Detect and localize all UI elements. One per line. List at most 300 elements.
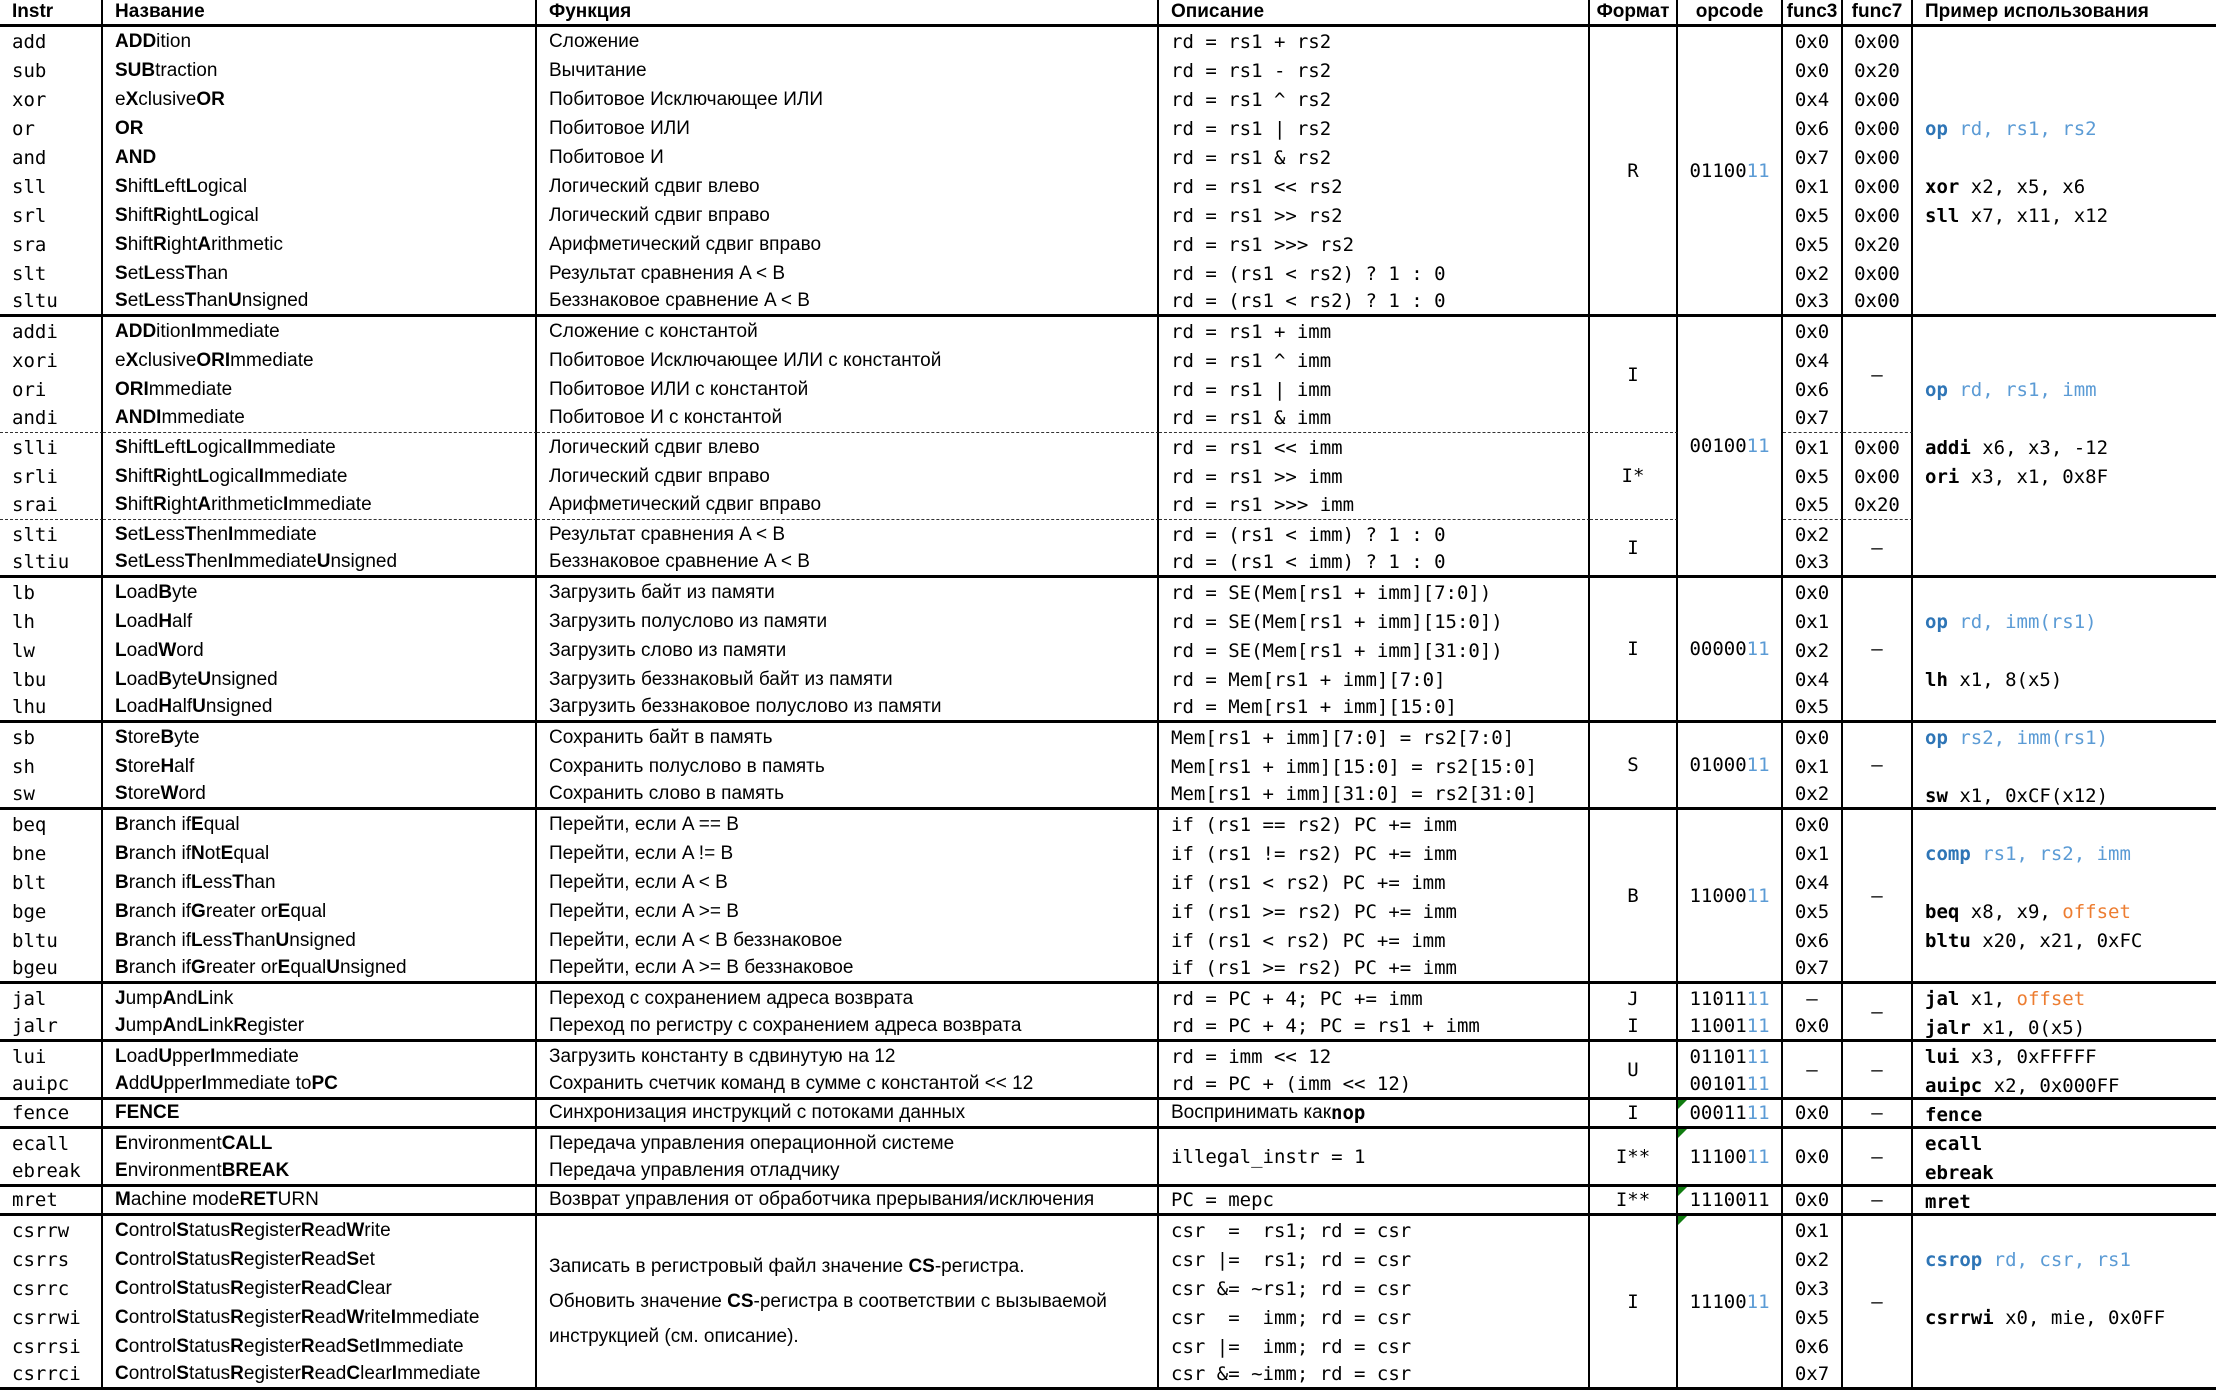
func7-cell: 0x00: [1843, 462, 1913, 491]
name-cell: J ump A nd L ink R egister: [103, 1013, 537, 1042]
name-cell: J ump A nd L ink: [103, 984, 537, 1013]
opcode-cell: 00011 11: [1678, 1100, 1783, 1129]
instr-cell: sll: [0, 172, 103, 201]
name-cell: E nvironment BREAK: [103, 1158, 537, 1187]
example-cell: [1913, 1129, 2216, 1187]
func3-cell: 0x4: [1783, 346, 1843, 375]
name-cell: B ranch if L ess T han U nsigned: [103, 926, 537, 955]
description-cell: if (rs1 == rs2) PC += imm: [1159, 810, 1590, 839]
description-cell: Mem[rs1 + imm][7:0] = rs2[7:0]: [1159, 723, 1590, 752]
func3-cell: 0x0: [1783, 810, 1843, 839]
func3-cell: 0x5: [1783, 491, 1843, 520]
name-cell: E nvironment CALL: [103, 1129, 537, 1158]
function-cell: Побитовое ИЛИ: [537, 114, 1159, 143]
description-cell: rd = Mem[rs1 + imm][7:0]: [1159, 665, 1590, 694]
function-cell: Логический сдвиг вправо: [537, 201, 1159, 230]
excel-corner-flag-icon: [1678, 1216, 1687, 1225]
example-line: jalr x1, 0(x5): [1925, 1016, 2086, 1039]
description-cell: rd = Mem[rs1 + imm][15:0]: [1159, 694, 1590, 723]
description-cell: rd = rs1 >> imm: [1159, 462, 1590, 491]
func3-cell: 0x5: [1783, 201, 1843, 230]
instr-cell: csrrs: [0, 1245, 103, 1274]
description-cell: rd = rs1 & rs2: [1159, 143, 1590, 172]
func7-cell: –: [1843, 1187, 1913, 1216]
instr-cell: xor: [0, 85, 103, 114]
instr-cell: mret: [0, 1187, 103, 1216]
instr-cell: sw: [0, 781, 103, 810]
function-cell: Сохранить байт в память: [537, 723, 1159, 752]
func3-cell: 0x0: [1783, 27, 1843, 56]
function-cell: Перейти, если A >= B беззнаковое: [537, 955, 1159, 984]
name-cell: B ranch if N ot E qual: [103, 839, 537, 868]
format-cell: I: [1590, 520, 1678, 578]
function-cell: Сохранить слово в память: [537, 781, 1159, 810]
function-cell: Побитовое Исключающее ИЛИ с константой: [537, 346, 1159, 375]
func7-cell: –: [1843, 810, 1913, 984]
function-cell: Побитовое И: [537, 143, 1159, 172]
column-header-name: Название: [103, 0, 537, 27]
func7-cell: –: [1843, 1042, 1913, 1100]
instr-cell: lhu: [0, 694, 103, 723]
name-cell: L oad B yte U nsigned: [103, 665, 537, 694]
example-line: beq x8, x9, offset: [1925, 900, 2131, 923]
description-cell: csr |= rs1; rd = csr: [1159, 1245, 1590, 1274]
function-cell: Побитовое ИЛИ с константой: [537, 375, 1159, 404]
name-cell: B ranch if E qual: [103, 810, 537, 839]
name-cell: S tore H alf: [103, 752, 537, 781]
instr-cell: lw: [0, 636, 103, 665]
description-cell: if (rs1 < rs2) PC += imm: [1159, 868, 1590, 897]
func7-cell: 0x20: [1843, 230, 1913, 259]
description-cell: Mem[rs1 + imm][15:0] = rs2[15:0]: [1159, 752, 1590, 781]
instr-cell: auipc: [0, 1071, 103, 1100]
func3-cell: 0x5: [1783, 230, 1843, 259]
func7-cell: 0x20: [1843, 491, 1913, 520]
description-cell: rd = rs1 << rs2: [1159, 172, 1590, 201]
func3-cell: 0x5: [1783, 1303, 1843, 1332]
description-cell: rd = SE(Mem[rs1 + imm][31:0]): [1159, 636, 1590, 665]
function-cell: Загрузить байт из памяти: [537, 578, 1159, 607]
opcode-cell: 01100 11: [1678, 27, 1783, 317]
name-cell: AND I mmediate: [103, 404, 537, 433]
name-cell: B ranch if G reater or E qual: [103, 897, 537, 926]
description-cell: rd = rs1 >>> rs2: [1159, 230, 1590, 259]
name-cell: C ontrol S tatus R egister R ead C lear: [103, 1274, 537, 1303]
func7-cell: 0x00: [1843, 27, 1913, 56]
instr-cell: fence: [0, 1100, 103, 1129]
function-cell: Результат сравнения A < B: [537, 520, 1159, 549]
instr-cell: jalr: [0, 1013, 103, 1042]
function-cell: Перейти, если A >= B: [537, 897, 1159, 926]
func7-cell: 0x00: [1843, 85, 1913, 114]
instr-cell: srl: [0, 201, 103, 230]
instr-cell: sra: [0, 230, 103, 259]
function-cell: Вычитание: [537, 56, 1159, 85]
name-cell: S tore W ord: [103, 781, 537, 810]
func7-cell: –: [1843, 1100, 1913, 1129]
description-cell: Mem[rs1 + imm][31:0] = rs2[31:0]: [1159, 781, 1590, 810]
example-line: ebreak: [1925, 1161, 1994, 1184]
instr-cell: slt: [0, 259, 103, 288]
function-cell: Перейти, если A == B: [537, 810, 1159, 839]
format-cell: I: [1590, 1216, 1678, 1390]
name-cell: A dd U pper I mmediate to PC: [103, 1071, 537, 1100]
format-cell: R: [1590, 27, 1678, 317]
opcode-cell: 00100 11: [1678, 317, 1783, 578]
example-line: sw x1, 0xCF(x12): [1925, 784, 2109, 807]
example-line: op rd, rs1, rs2: [1925, 117, 2097, 140]
function-cell: Логический сдвиг влево: [537, 172, 1159, 201]
column-header-opcode: opcode: [1678, 0, 1783, 27]
description-cell: if (rs1 != rs2) PC += imm: [1159, 839, 1590, 868]
example-line: lui x3, 0xFFFFF: [1925, 1045, 2097, 1068]
func3-cell: 0x4: [1783, 665, 1843, 694]
name-cell: S hift R ight A rithmetic I mmediate: [103, 491, 537, 520]
excel-corner-flag-icon: [1678, 1100, 1687, 1109]
description-cell: rd = PC + 4; PC += imm: [1159, 984, 1590, 1013]
func7-cell: 0x00: [1843, 201, 1913, 230]
excel-corner-flag-icon: [1678, 1187, 1687, 1196]
example-cell: [1913, 1216, 2216, 1390]
description-cell: rd = rs1 ^ rs2: [1159, 85, 1590, 114]
func7-cell: 0x00: [1843, 259, 1913, 288]
description-cell: rd = rs1 | imm: [1159, 375, 1590, 404]
opcode-cell: 01000 11: [1678, 723, 1783, 810]
func7-cell: –: [1843, 723, 1913, 810]
function-cell: Загрузить полуслово из памяти: [537, 607, 1159, 636]
opcode-cell: 00101 11: [1678, 1071, 1783, 1100]
func3-cell: 0x6: [1783, 1332, 1843, 1361]
func3-cell: 0x1: [1783, 839, 1843, 868]
name-cell: S hift L eft L ogical: [103, 172, 537, 201]
func3-cell: 0x5: [1783, 462, 1843, 491]
description-cell: rd = rs1 - rs2: [1159, 56, 1590, 85]
format-cell: S: [1590, 723, 1678, 810]
opcode-cell: 11001 11: [1678, 1013, 1783, 1042]
name-cell: S tore B yte: [103, 723, 537, 752]
format-cell: I**: [1590, 1129, 1678, 1187]
instr-cell: sb: [0, 723, 103, 752]
func3-cell: 0x2: [1783, 781, 1843, 810]
func3-cell: 0x0: [1783, 56, 1843, 85]
instr-cell: add: [0, 27, 103, 56]
func3-cell: 0x0: [1783, 1129, 1843, 1187]
function-cell: Загрузить константу в сдвинутую на 12: [537, 1042, 1159, 1071]
description-cell: rd = (rs1 < rs2) ? 1 : 0: [1159, 259, 1590, 288]
example-cell: [1913, 1187, 2216, 1216]
function-cell: Беззнаковое сравнение A < B: [537, 288, 1159, 317]
column-header-function: Функция: [537, 0, 1159, 27]
instr-cell: csrrci: [0, 1361, 103, 1390]
instr-cell: sh: [0, 752, 103, 781]
func3-cell: 0x0: [1783, 578, 1843, 607]
description-cell: csr |= imm; rd = csr: [1159, 1332, 1590, 1361]
description-cell: if (rs1 < rs2) PC += imm: [1159, 926, 1590, 955]
func7-cell: –: [1843, 317, 1913, 433]
function-cell: Переход по регистру с сохранением адреса возврата: [537, 1013, 1159, 1042]
instr-cell: csrrw: [0, 1216, 103, 1245]
column-header-format: Формат: [1590, 0, 1678, 27]
description-cell: rd = SE(Mem[rs1 + imm][7:0]): [1159, 578, 1590, 607]
name-cell: L oad B yte: [103, 578, 537, 607]
func7-cell: 0x00: [1843, 433, 1913, 462]
name-cell: S et L ess T hen I mmediate U nsigned: [103, 549, 537, 578]
instr-cell: andi: [0, 404, 103, 433]
example-cell: [1913, 27, 2216, 317]
name-cell: FENCE: [103, 1100, 537, 1129]
column-header-description: Описание: [1159, 0, 1590, 27]
func3-cell: 0x7: [1783, 143, 1843, 172]
function-cell: Беззнаковое сравнение A < B: [537, 549, 1159, 578]
column-header-instr: Instr: [0, 0, 103, 27]
function-cell: Перейти, если A != B: [537, 839, 1159, 868]
func3-cell: 0x1: [1783, 752, 1843, 781]
func3-cell: 0x0: [1783, 1187, 1843, 1216]
excel-corner-flag-icon: [1678, 1129, 1687, 1138]
function-cell: Перейти, если A < B: [537, 868, 1159, 897]
function-cell: Арифметический сдвиг вправо: [537, 230, 1159, 259]
func3-cell: 0x1: [1783, 607, 1843, 636]
instr-cell: ecall: [0, 1129, 103, 1158]
name-cell: AND: [103, 143, 537, 172]
function-cell: Арифметический сдвиг вправо: [537, 491, 1159, 520]
func3-cell: 0x2: [1783, 520, 1843, 549]
function-cell: Побитовое Исключающее ИЛИ: [537, 85, 1159, 114]
format-cell: I: [1590, 1013, 1678, 1042]
description-cell: rd = rs1 >> rs2: [1159, 201, 1590, 230]
instr-cell: bne: [0, 839, 103, 868]
name-cell: B ranch if L ess T han: [103, 868, 537, 897]
example-line: csrop rd, csr, rs1: [1925, 1248, 2131, 1271]
instr-cell: bgeu: [0, 955, 103, 984]
name-cell: ADD ition: [103, 27, 537, 56]
instr-cell: ori: [0, 375, 103, 404]
description-cell: csr &= ~imm; rd = csr: [1159, 1361, 1590, 1390]
function-cell: Сложение: [537, 27, 1159, 56]
example-line: sll x7, x11, x12: [1925, 204, 2109, 227]
name-cell: SUB traction: [103, 56, 537, 85]
function-cell: Загрузить слово из памяти: [537, 636, 1159, 665]
example-line: op rd, rs1, imm: [1925, 378, 2097, 401]
example-line: ecall: [1925, 1132, 1983, 1155]
func3-cell: 0x7: [1783, 404, 1843, 433]
instr-cell: slti: [0, 520, 103, 549]
func3-cell: 0x0: [1783, 1100, 1843, 1129]
name-cell: e X clusive OR: [103, 85, 537, 114]
opcode-cell: 11011 11: [1678, 984, 1783, 1013]
function-cell: Перейти, если A < B беззнаковое: [537, 926, 1159, 955]
func7-cell: 0x00: [1843, 288, 1913, 317]
func3-cell: 0x0: [1783, 723, 1843, 752]
name-cell: S hift L eft L ogical I mmediate: [103, 433, 537, 462]
format-cell: U: [1590, 1042, 1678, 1100]
func3-cell: 0x6: [1783, 114, 1843, 143]
example-cell: [1913, 984, 2216, 1042]
func3-cell: –: [1783, 984, 1843, 1013]
instr-cell: sub: [0, 56, 103, 85]
description-cell: csr &= ~rs1; rd = csr: [1159, 1274, 1590, 1303]
func3-cell: 0x2: [1783, 636, 1843, 665]
instr-cell: addi: [0, 317, 103, 346]
column-header-func3: func3: [1783, 0, 1843, 27]
func3-cell: 0x1: [1783, 433, 1843, 462]
name-cell: C ontrol S tatus R egister R ead W rite: [103, 1216, 537, 1245]
function-cell: Передача управления отладчику: [537, 1158, 1159, 1187]
description-cell: rd = imm << 12: [1159, 1042, 1590, 1071]
opcode-cell: 11100 11: [1678, 1129, 1783, 1187]
opcode-cell: 11100 11: [1678, 1216, 1783, 1390]
function-cell: Записать в регистровый файл значение CS-регистра. Обновить значение CS-регистра в соответствии с вызываемой инструкцией (см. описание).: [537, 1216, 1159, 1390]
example-line: auipc x2, 0x000FF: [1925, 1074, 2120, 1097]
func3-cell: 0x3: [1783, 288, 1843, 317]
description-cell: rd = rs1 << imm: [1159, 433, 1590, 462]
example-line: lh x1, 8(x5): [1925, 668, 2063, 691]
func3-cell: 0x3: [1783, 549, 1843, 578]
function-cell: Возврат управления от обработчика прерывания/исключения: [537, 1187, 1159, 1216]
example-cell: [1913, 317, 2216, 578]
format-cell: I*: [1590, 433, 1678, 520]
function-cell: Сложение с константой: [537, 317, 1159, 346]
description-cell: PC = mepc: [1159, 1187, 1590, 1216]
instr-cell: lb: [0, 578, 103, 607]
description-cell: rd = PC + 4; PC = rs1 + imm: [1159, 1013, 1590, 1042]
func3-cell: –: [1783, 1042, 1843, 1100]
example-cell: [1913, 723, 2216, 810]
func3-cell: 0x0: [1783, 317, 1843, 346]
description-cell: rd = rs1 + imm: [1159, 317, 1590, 346]
example-line: op rd, imm(rs1): [1925, 610, 2097, 633]
instr-cell: beq: [0, 810, 103, 839]
format-cell: I: [1590, 317, 1678, 433]
instr-cell: sltiu: [0, 549, 103, 578]
instr-cell: slli: [0, 433, 103, 462]
func7-cell: –: [1843, 520, 1913, 578]
name-cell: S et L ess T han: [103, 259, 537, 288]
instr-cell: lbu: [0, 665, 103, 694]
name-cell: OR: [103, 114, 537, 143]
func3-cell: 0x1: [1783, 172, 1843, 201]
name-cell: L oad H alf U nsigned: [103, 694, 537, 723]
name-cell: OR I mmediate: [103, 375, 537, 404]
function-cell: Переход с сохранением адреса возврата: [537, 984, 1159, 1013]
example-cell: [1913, 810, 2216, 984]
instr-cell: sltu: [0, 288, 103, 317]
name-cell: S et L ess T hen I mmediate: [103, 520, 537, 549]
description-cell: rd = rs1 & imm: [1159, 404, 1590, 433]
example-line: op rs2, imm(rs1): [1925, 726, 2109, 749]
instr-cell: and: [0, 143, 103, 172]
example-line: xor x2, x5, x6: [1925, 175, 2086, 198]
func3-cell: 0x5: [1783, 897, 1843, 926]
format-cell: I: [1590, 1100, 1678, 1129]
instr-cell: bltu: [0, 926, 103, 955]
format-cell: I: [1590, 578, 1678, 723]
name-cell: L oad H alf: [103, 607, 537, 636]
func3-cell: 0x7: [1783, 955, 1843, 984]
instr-cell: xori: [0, 346, 103, 375]
description-cell: rd = rs1 + rs2: [1159, 27, 1590, 56]
name-cell: B ranch if G reater or E qual U nsigned: [103, 955, 537, 984]
function-cell: Сохранить счетчик команд в сумме с константой << 12: [537, 1071, 1159, 1100]
instr-cell: srai: [0, 491, 103, 520]
description-cell: csr = rs1; rd = csr: [1159, 1216, 1590, 1245]
function-cell: Логический сдвиг влево: [537, 433, 1159, 462]
name-cell: C ontrol S tatus R egister R ead C lear I mmediate: [103, 1361, 537, 1390]
instr-cell: ebreak: [0, 1158, 103, 1187]
name-cell: C ontrol S tatus R egister R ead W rite I mmediate: [103, 1303, 537, 1332]
example-line: ori x3, x1, 0x8F: [1925, 465, 2109, 488]
instr-cell: csrrc: [0, 1274, 103, 1303]
function-cell: Загрузить беззнаковое полуслово из памяти: [537, 694, 1159, 723]
example-line: comp rs1, rs2, imm: [1925, 842, 2131, 865]
instr-cell: srli: [0, 462, 103, 491]
example-cell: [1913, 578, 2216, 723]
example-line: bltu x20, x21, 0xFC: [1925, 929, 2143, 952]
name-cell: S hift R ight A rithmetic: [103, 230, 537, 259]
description-cell: rd = (rs1 < imm) ? 1 : 0: [1159, 520, 1590, 549]
name-cell: e X clusive OR I mmediate: [103, 346, 537, 375]
func7-cell: –: [1843, 1216, 1913, 1390]
func3-cell: 0x3: [1783, 1274, 1843, 1303]
description-cell: rd = rs1 >>> imm: [1159, 491, 1590, 520]
function-cell: Загрузить беззнаковый байт из памяти: [537, 665, 1159, 694]
opcode-cell: 00000 11: [1678, 578, 1783, 723]
name-cell: S et L ess T han U nsigned: [103, 288, 537, 317]
description-cell: rd = PC + (imm << 12): [1159, 1071, 1590, 1100]
example-line: jal x1, offset: [1925, 987, 2086, 1010]
func3-cell: 0x5: [1783, 694, 1843, 723]
func7-cell: 0x00: [1843, 172, 1913, 201]
function-cell: Синхронизация инструкций с потоками данных: [537, 1100, 1159, 1129]
func3-cell: 0x0: [1783, 1013, 1843, 1042]
func7-cell: 0x00: [1843, 143, 1913, 172]
func3-cell: 0x4: [1783, 868, 1843, 897]
description-cell: rd = (rs1 < rs2) ? 1 : 0: [1159, 288, 1590, 317]
func3-cell: 0x4: [1783, 85, 1843, 114]
instr-cell: csrrwi: [0, 1303, 103, 1332]
func3-cell: 0x2: [1783, 1245, 1843, 1274]
func3-cell: 0x6: [1783, 926, 1843, 955]
instr-cell: jal: [0, 984, 103, 1013]
func7-cell: –: [1843, 984, 1913, 1042]
function-cell: Сохранить полуслово в память: [537, 752, 1159, 781]
instr-cell: blt: [0, 868, 103, 897]
example-cell: [1913, 1100, 2216, 1129]
description-cell: csr = imm; rd = csr: [1159, 1303, 1590, 1332]
instr-cell: lui: [0, 1042, 103, 1071]
func7-cell: 0x00: [1843, 114, 1913, 143]
name-cell: L oad W ord: [103, 636, 537, 665]
description-cell: Воспринимать как nop: [1159, 1100, 1590, 1129]
opcode-cell: 1110011: [1678, 1187, 1783, 1216]
description-cell: if (rs1 >= rs2) PC += imm: [1159, 897, 1590, 926]
instr-cell: or: [0, 114, 103, 143]
function-cell: Результат сравнения A < B: [537, 259, 1159, 288]
format-cell: I**: [1590, 1187, 1678, 1216]
opcode-cell: 11000 11: [1678, 810, 1783, 984]
opcode-cell: 01101 11: [1678, 1042, 1783, 1071]
function-cell: Побитовое И с константой: [537, 404, 1159, 433]
name-cell: ADD ition I mmediate: [103, 317, 537, 346]
description-cell: rd = SE(Mem[rs1 + imm][15:0]): [1159, 607, 1590, 636]
description-cell: rd = rs1 ^ imm: [1159, 346, 1590, 375]
function-cell: Логический сдвиг вправо: [537, 462, 1159, 491]
name-cell: S hift R ight L ogical: [103, 201, 537, 230]
instr-cell: csrrsi: [0, 1332, 103, 1361]
name-cell: M achine mode RET URN: [103, 1187, 537, 1216]
description-cell: rd = (rs1 < imm) ? 1 : 0: [1159, 549, 1590, 578]
func7-cell: –: [1843, 1129, 1913, 1187]
